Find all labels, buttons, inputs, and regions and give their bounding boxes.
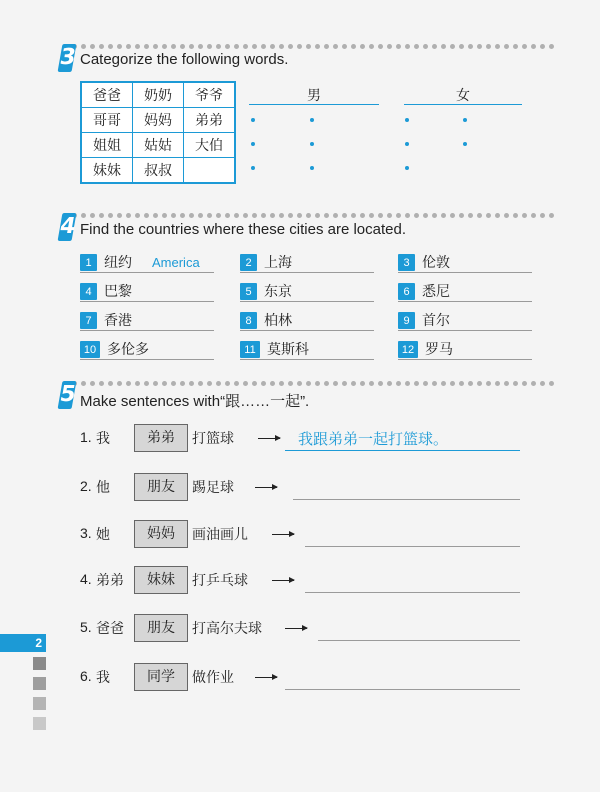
section-4-title: Find the countries where these cities are located.	[80, 221, 407, 238]
sentence-number: 1.	[80, 429, 92, 445]
sentence-subject: 她	[96, 527, 110, 543]
answer-line[interactable]	[398, 330, 532, 331]
arrow-icon	[255, 487, 277, 488]
female-column-header: 女	[456, 88, 470, 104]
word-cell: 姑姑	[133, 133, 184, 158]
partner-box: 妈妈	[134, 520, 188, 548]
answer-dot	[405, 118, 409, 122]
partner-box: 妹妹	[134, 566, 188, 594]
sentence-subject: 我	[96, 670, 110, 686]
word-cell: 姐姐	[81, 133, 133, 158]
answer-dot	[405, 166, 409, 170]
partner-box: 朋友	[134, 473, 188, 501]
city-name: 伦敦	[422, 255, 450, 271]
page-number: 2	[0, 634, 46, 652]
word-cell: 爸爸	[81, 82, 133, 108]
answer-dot	[310, 142, 314, 146]
word-cell: 妈妈	[133, 108, 184, 133]
word-table-row	[81, 82, 235, 108]
sentence-answer-line[interactable]	[305, 546, 520, 547]
sample-answer: 我跟弟弟一起打篮球。	[298, 430, 449, 448]
word-table-row	[81, 133, 235, 158]
answer-line[interactable]	[80, 301, 214, 302]
answer-line[interactable]	[398, 301, 532, 302]
city-number-badge: 3	[398, 254, 415, 271]
city-name: 纽约	[104, 255, 132, 271]
sentence-activity: 做作业	[192, 670, 234, 686]
dotted-separator-3	[72, 381, 552, 387]
sentence-number: 4.	[80, 571, 92, 587]
partner-box: 同学	[134, 663, 188, 691]
word-cell: 爷爷	[184, 82, 236, 108]
sentence-subject: 弟弟	[96, 573, 124, 589]
grey-square	[33, 657, 46, 670]
sentence-answer-line[interactable]	[318, 640, 520, 641]
sentence-activity: 打篮球	[192, 431, 234, 447]
answer-line[interactable]	[240, 359, 374, 360]
answer-dot	[310, 166, 314, 170]
city-name: 多伦多	[107, 342, 149, 358]
sentence-answer-line[interactable]	[285, 450, 520, 451]
partner-box: 弟弟	[134, 424, 188, 452]
section-4-number: 4	[57, 214, 78, 239]
sentence-answer-line[interactable]	[305, 592, 520, 593]
city-number-badge: 6	[398, 283, 415, 300]
word-cell: 大伯	[184, 133, 236, 158]
answer-dot	[463, 118, 467, 122]
sentence-number: 2.	[80, 478, 92, 494]
answer-dot	[251, 166, 255, 170]
section-3-number: 3	[57, 45, 78, 70]
sentence-number: 5.	[80, 619, 92, 635]
word-cell: 弟弟	[184, 108, 236, 133]
dotted-separator-1	[72, 44, 552, 50]
arrow-icon	[255, 677, 277, 678]
sentence-subject: 爸爸	[96, 621, 124, 637]
sentence-activity: 画油画儿	[192, 527, 248, 543]
answer-dot	[405, 142, 409, 146]
answer-line[interactable]	[80, 330, 214, 331]
grey-square	[33, 677, 46, 690]
arrow-icon	[272, 534, 294, 535]
word-cell	[184, 158, 236, 184]
word-table	[80, 81, 236, 184]
city-name: 东京	[264, 284, 292, 300]
sentence-number: 6.	[80, 668, 92, 684]
word-table-row	[81, 158, 235, 184]
sentence-answer-line[interactable]	[285, 689, 520, 690]
city-name: 香港	[104, 313, 132, 329]
answer-dot	[310, 118, 314, 122]
answer-line[interactable]	[80, 272, 214, 273]
city-number-badge: 8	[240, 312, 257, 329]
sentence-subject: 他	[96, 480, 110, 496]
city-name: 莫斯科	[267, 342, 309, 358]
arrow-icon	[258, 438, 280, 439]
city-name: 柏林	[264, 313, 292, 329]
city-number-badge: 10	[80, 341, 100, 358]
word-cell: 奶奶	[133, 82, 184, 108]
city-number-badge: 4	[80, 283, 97, 300]
city-number-badge: 11	[240, 341, 260, 358]
city-number-badge: 5	[240, 283, 257, 300]
answer-line[interactable]	[240, 272, 374, 273]
city-number-badge: 12	[398, 341, 418, 358]
answer-line[interactable]	[80, 359, 214, 360]
answer-line[interactable]	[240, 301, 374, 302]
city-name: 上海	[264, 255, 292, 271]
grey-square	[33, 717, 46, 730]
sentence-answer-line[interactable]	[293, 499, 520, 500]
sentence-number: 3.	[80, 525, 92, 541]
section-3-title: Categorize the following words.	[80, 51, 289, 68]
city-number-badge: 2	[240, 254, 257, 271]
answer-line[interactable]	[240, 330, 374, 331]
section-5-number: 5	[57, 382, 78, 407]
sentence-activity: 打高尔夫球	[192, 621, 262, 637]
city-number-badge: 7	[80, 312, 97, 329]
word-cell: 妹妹	[81, 158, 133, 184]
male-column-header: 男	[307, 88, 321, 104]
dotted-separator-2	[72, 213, 552, 219]
answer-line[interactable]	[398, 359, 532, 360]
section-5-title: Make sentences with“跟……一起”.	[80, 393, 310, 410]
answer-dot	[463, 142, 467, 146]
partner-box: 朋友	[134, 614, 188, 642]
city-name: 罗马	[425, 342, 453, 358]
answer-dot	[251, 118, 255, 122]
word-cell: 叔叔	[133, 158, 184, 184]
grey-square	[33, 697, 46, 710]
answer-line[interactable]	[398, 272, 532, 273]
city-number-badge: 1	[80, 254, 97, 271]
answer-dot	[251, 142, 255, 146]
country-answer: America	[152, 255, 200, 270]
city-name: 首尔	[422, 313, 450, 329]
arrow-icon	[272, 580, 294, 581]
sentence-subject: 我	[96, 431, 110, 447]
city-name: 巴黎	[104, 284, 132, 300]
city-number-badge: 9	[398, 312, 415, 329]
city-name: 悉尼	[422, 284, 450, 300]
word-cell: 哥哥	[81, 108, 133, 133]
sentence-activity: 踢足球	[192, 480, 234, 496]
word-table-row	[81, 108, 235, 133]
arrow-icon	[285, 628, 307, 629]
sentence-activity: 打乒乓球	[192, 573, 248, 589]
